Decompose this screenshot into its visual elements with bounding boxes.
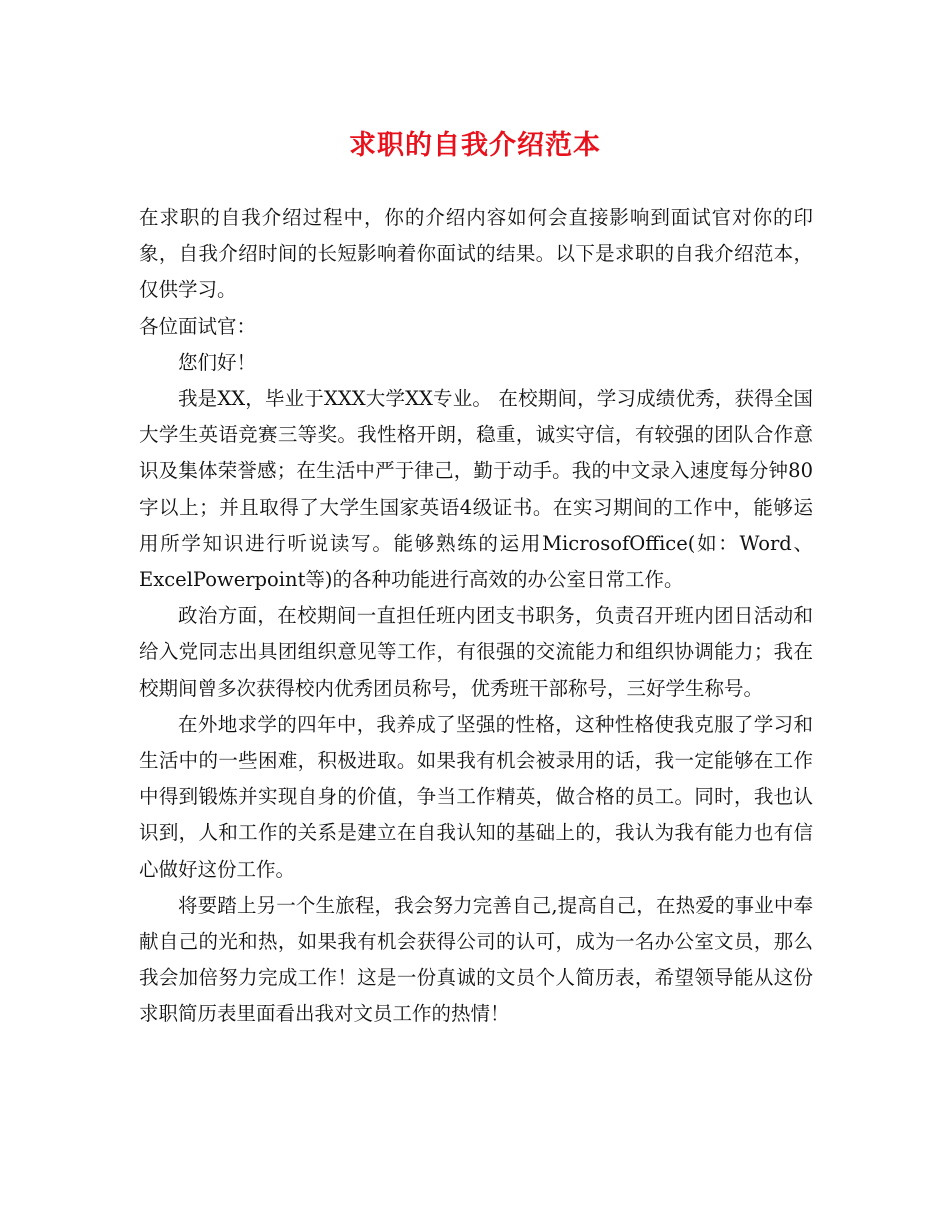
paragraph-greeting: 您们好！ (178, 350, 257, 374)
document-body (139, 200, 813, 1033)
page-title: 求职的自我介绍范本 (349, 130, 601, 161)
paragraph-salutation: 各位面试官： (139, 314, 257, 338)
paragraph-background: 我是XX，毕业于XXX大学XX专业。 在校期间，学习成绩优秀，获得全国大学生英语竞赛三等奖。我性格开朗，稳重，诚实守信，有较强的团队合作意识及集体荣誉感；在生活中严于律己，勤于动手。我的中文录入速度每分钟80字以上；并且取得了大学生国家英语4级证书。在实习期间的工作中，能够运用所学知识进行听说读写。能够熟练的运用MicrosofOffice(如：Word、ExcelPowerpoint等)的各种功能进行高效的办公室日常工作。 (139, 387, 813, 592)
paragraph-closing: 将要踏上另一个生旅程，我会努力完善自己,提高自己，在热爱的事业中奉献自己的光和热，如果我有机会获得公司的认可，成为一名办公室文员，那么我会加倍努力完成工作！这是一份真诚的文员个人简历表，希望领导能从这份求职简历表里面看出我对文员工作的热情！ (139, 893, 813, 1026)
paragraph-character: 在外地求学的四年中，我养成了坚强的性格，这种性格使我克服了学习和生活中的一些困难，积极进取。如果我有机会被录用的话，我一定能够在工作中得到锻炼并实现自身的价值，争当工作精英，做合格的员工。同时，我也认识到，人和工作的关系是建立在自我认知的基础上的，我认为我有能力也有信心做好这份工作。 (139, 712, 813, 881)
paragraph-politics: 政治方面，在校期间一直担任班内团支书职务，负责召开班内团日活动和给入党同志出具团组织意见等工作，有很强的交流能力和组织协调能力；我在校期间曾多次获得校内优秀团员称号，优秀班干部称号，三好学生称号。 (139, 604, 813, 700)
paragraph-intro: 在求职的自我介绍过程中，你的介绍内容如何会直接影响到面试官对你的印象，自我介绍时间的长短影响着你面试的结果。以下是求职的自我介绍范本，仅供学习。 (139, 206, 813, 302)
